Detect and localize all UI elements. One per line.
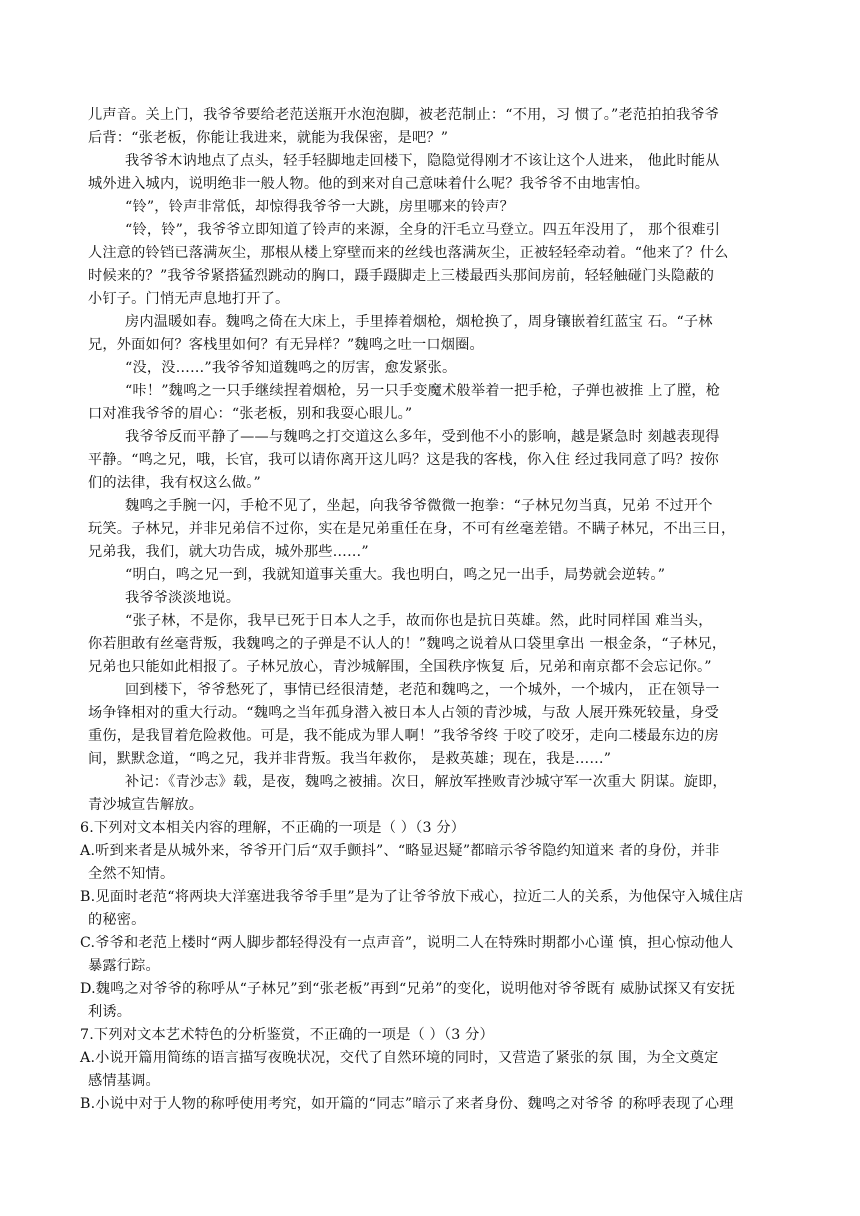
question-6-option-b: B.见面时老范“将两块大洋塞进我爷爷手里”是为了让爷爷放下戒心，拉近二人的关系，为他保守入城住店 — [80, 889, 744, 905]
text-line: 补记：《青沙志》载，是夜，魏鸣之被捕。次日，解放军挫败青沙城守军一次重大 阴谋。旋即， — [125, 774, 727, 790]
text-line: 玩笑。子林兄，并非兄弟信不过你，实在是兄弟重任在身，不可有丝毫差错。不瞒子林兄，不出三日， — [88, 521, 736, 537]
question-7-stem: 7.下列对文本艺术特色的分析鉴赏，不正确的一项是（ ）（3 分） — [80, 1027, 494, 1043]
question-6-stem: 6.下列对文本相关内容的理解，不正确的一项是（ ）（3 分） — [80, 820, 466, 836]
text-line: 我爷爷反而平静了——与魏鸣之打交道这么多年，受到他不小的影响，越是紧急时 刻越表现得 — [125, 429, 720, 445]
text-line: 城外进入城内，说明绝非一般人物。他的到来对自己意味着什么呢？我爷爷不由地害怕。 — [88, 176, 650, 192]
text-line: 感情基调。 — [88, 1073, 160, 1089]
text-line: 全然不知情。 — [88, 866, 175, 882]
text-line: “铃”，铃声非常低，却惊得我爷爷一大跳，房里哪来的铃声？ — [125, 199, 514, 215]
text-line: 重伤，是我冒着危险救他。可是，我不能成为罪人啊！”我爷爷终 于咬了咬牙，走向二楼最东边的房 — [88, 728, 719, 744]
text-line: 魏鸣之手腕一闪，手枪不见了，坐起，向我爷爷微微一抱拳：“子林兄勿当真，兄弟 不过开个 — [125, 498, 713, 514]
text-line: “铃，铃”，我爷爷立即知道了铃声的来源，全身的汗毛立马登立。四五年没用了， 那个很难引 — [125, 222, 721, 238]
text-line: 兄弟也只能如此相报了。子林兄放心，青沙城解围，全国秩序恢复 后，兄弟和南京都不会忘记你。” — [88, 659, 712, 675]
text-line: 你若胆敢有丝毫背叛，我魏鸣之的子弹是不认人的！”魏鸣之说着从口袋里拿出 一根金条，“子林兄， — [88, 636, 727, 652]
text-line: 暴露行踪。 — [88, 958, 160, 974]
question-6-option-d: D.魏鸣之对爷爷的称呼从“子林兄”到“张老板”再到“兄弟”的变化，说明他对爷爷既有 威胁试探又有安抚 — [80, 981, 736, 997]
question-7-option-b: B.小说中对于人物的称呼使用考究，如开篇的“同志”暗示了来者身份、魏鸣之对爷爷 的称呼表现了心理 — [80, 1096, 734, 1112]
question-6-option-a: A.听到来者是从城外来，爷爷开门后“双手颤抖”、“略显迟疑”都暗示爷爷隐约知道来 者的身份，并非 — [80, 843, 720, 859]
text-line: 我爷爷淡淡地说。 — [125, 590, 241, 606]
text-line: “明白，鸣之兄一到，我就知道事关重大。我也明白，鸣之兄一出手，局势就会逆转。” — [125, 567, 666, 583]
text-line: 口对准我爷爷的眉心：“张老板，别和我耍心眼儿。” — [88, 406, 413, 422]
text-line: “张子林，不是你，我早已死于日本人之手，故而你也是抗日英雄。然，此时同样国 难当头， — [125, 613, 713, 629]
text-line: “没，没……”我爷爷知道魏鸣之的厉害，愈发紧张。 — [125, 360, 457, 376]
text-line: 场争锋相对的重大行动。“魏鸣之当年孤身潜入被日本人占领的青沙城，与敌 人展开殊死较量，身受 — [88, 705, 719, 721]
text-line: 人注意的铃铛已落满灰尘，那根从楼上穿壁而来的丝线也落满灰尘，正被轻轻牵动着。“他来了？什么 — [88, 245, 729, 261]
text-line: 利诱。 — [88, 1004, 132, 1020]
text-line: 们的法律，我有权这么做。” — [88, 475, 262, 491]
text-line: 平静。“鸣之兄，哦，长官，我可以请你离开这儿吗？这是我的客栈，你入住 经过我同意了吗？按你 — [88, 452, 719, 468]
question-6-option-c: C.爷爷和老范上楼时“两人脚步都轻得没有一点声音”，说明二人在特殊时期都小心谨 慎，担心惊动他人 — [80, 935, 734, 951]
text-line: 时候来的？”我爷爷紧搭猛烈跳动的胸口，蹑手蹑脚走上三楼最西头那间房前，轻轻触碰门头隐蔽的 — [88, 268, 715, 284]
text-line: 房内温暖如春。魏鸣之倚在大床上，手里捧着烟枪，烟枪换了，周身镶嵌着红蓝宝 石。“子林 — [125, 314, 713, 330]
text-line: 兄，外面如何？客栈里如何？有无异样？”魏鸣之吐一口烟圈。 — [88, 337, 484, 353]
text-line: 兄弟我，我们，就大功告成，城外那些……” — [88, 544, 369, 560]
text-line: “咔！”魏鸣之一只手继续捏着烟枪，另一只手变魔术般举着一把手枪，子弹也被推 上了膛，枪 — [125, 383, 721, 399]
text-line: 回到楼下，爷爷愁死了，事情已经很清楚，老范和魏鸣之，一个城外，一个城内， 正在领导一 — [125, 682, 720, 698]
text-line: 青沙城宣告解放。 — [88, 797, 204, 813]
text-line: 小钉子。门悄无声息地打开了。 — [88, 291, 290, 307]
text-line: 我爷爷木讷地点了点头，轻手轻脚地走回楼下，隐隐觉得刚才不该让这个人进来， 他此时能从 — [125, 153, 720, 169]
text-line: 儿声音。关上门，我爷爷要给老范送瓶开水泡泡脚，被老范制止：“不用，习 惯了。”老范拍拍我爷爷 — [88, 107, 720, 123]
text-line: 间，默默念道，“鸣之兄，我并非背叛。我当年救你， 是救英雄；现在，我是……” — [88, 751, 612, 767]
text-line: 后背：“张老板，你能让我进来，就能为我保密，是吧？” — [88, 130, 449, 146]
question-7-option-a: A.小说开篇用简练的语言描写夜晚状况，交代了自然环境的同时，又营造了紧张的氛 围，为全文奠定 — [80, 1050, 719, 1066]
text-line: 的秘密。 — [88, 912, 146, 928]
